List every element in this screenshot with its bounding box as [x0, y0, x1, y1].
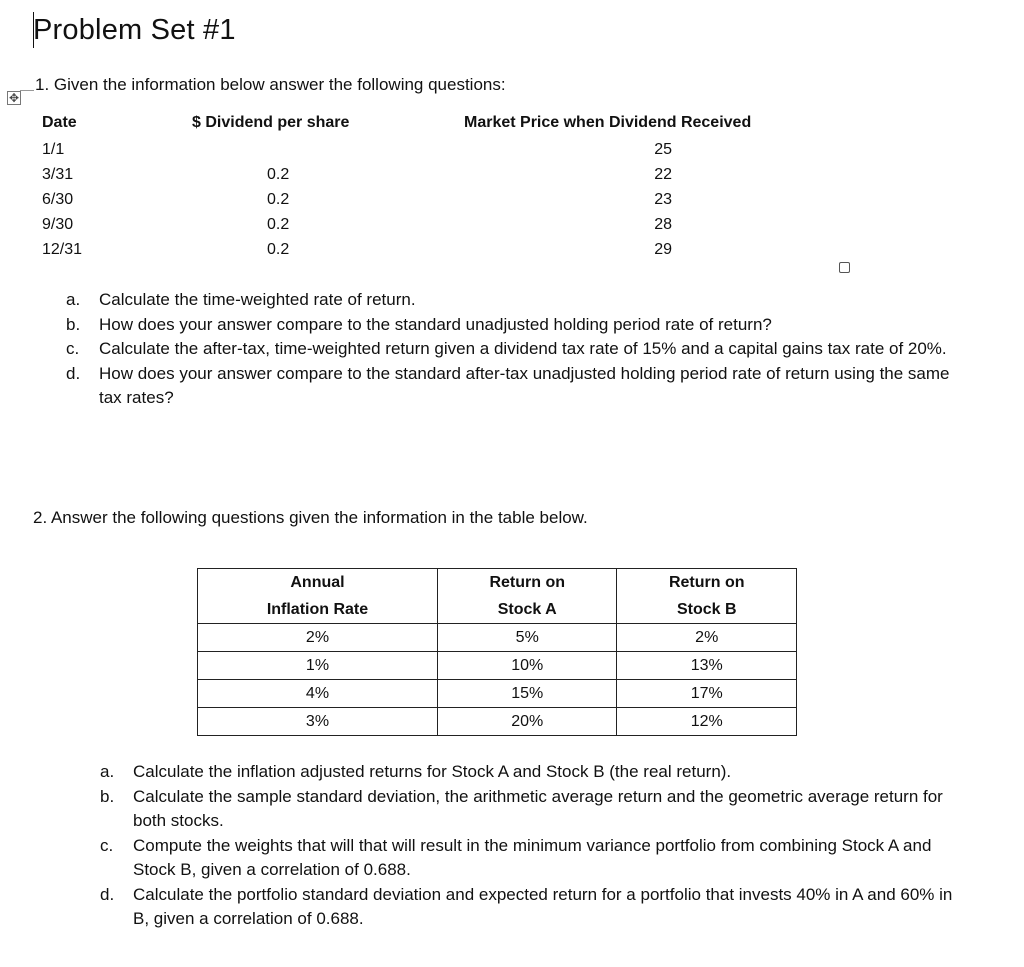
list-item [66, 313, 966, 338]
stock-a-cell: 20% [437, 708, 617, 736]
item-label: a. [66, 290, 81, 309]
date-cell: 3/31 [42, 166, 74, 183]
price-cell: 28 [654, 216, 672, 233]
stock-b-cell: 17% [617, 680, 797, 708]
table-row [42, 241, 842, 266]
item-text: Compute the weights that will that will result in the minimum variance portfolio from combining Stock A and Stock B, given a correlation of 0.688. [133, 835, 932, 879]
dividend-cell: 0.2 [267, 191, 290, 208]
stock-a-cell: 5% [437, 624, 617, 652]
table-move-handle-icon[interactable]: ✥ [8, 91, 20, 105]
table-row [42, 166, 842, 191]
list-item [66, 337, 966, 362]
page-title: Problem Set #1 [33, 14, 236, 46]
date-cell: 6/30 [42, 191, 74, 208]
stock-b-cell: 13% [617, 652, 797, 680]
header-inflation [198, 569, 438, 624]
table-header-row [198, 569, 797, 624]
price-cell: 23 [654, 191, 672, 208]
column-header-price: Market Price when Dividend Received [464, 114, 752, 131]
item-text: Calculate the after-tax, time-weighted return given a dividend tax rate of 15% and a capital gains tax rate of 20%. [99, 339, 947, 358]
item-text: Calculate the portfolio standard deviation and expected return for a portfolio that invests 40% in A and 60% in B, given a correlation of 0.688. [133, 884, 953, 928]
table-row [42, 191, 842, 216]
list-item [100, 785, 960, 834]
problem1-intro: 1. Given the information below answer the following questions: [35, 75, 506, 94]
returns-table [197, 568, 797, 736]
table-row [198, 680, 797, 708]
list-item [66, 288, 966, 313]
inflation-cell: 3% [198, 708, 438, 736]
table-row [42, 141, 842, 166]
header-stock-b [617, 569, 797, 624]
list-item [100, 760, 960, 785]
table-row [198, 708, 797, 736]
item-label: d. [66, 363, 81, 383]
date-cell: 12/31 [42, 241, 83, 258]
table-row [198, 652, 797, 680]
item-text: Calculate the time-weighted rate of return. [99, 290, 416, 309]
item-label: d. [100, 884, 115, 904]
item-text: How does your answer compare to the standard after-tax unadjusted holding period rate of return using the same tax rates? [99, 363, 950, 407]
dividend-cell: 0.2 [267, 216, 290, 233]
stock-a-cell: 15% [437, 680, 617, 708]
header-line: Stock B [676, 601, 737, 618]
date-cell: 1/1 [42, 141, 65, 158]
item-text: Calculate the sample standard deviation, the arithmetic average return and the geometric average return for both stocks. [133, 786, 943, 830]
stock-b-cell: 12% [617, 708, 797, 736]
item-label: a. [100, 762, 115, 781]
item-label: c. [66, 339, 80, 358]
header-line: Return on [668, 574, 745, 591]
problem2-questions [100, 760, 960, 932]
dividend-cell: 0.2 [267, 166, 290, 183]
dividend-cell: 0.2 [267, 241, 290, 258]
list-item [100, 834, 960, 883]
header-stock-a [437, 569, 617, 624]
list-item [100, 883, 960, 932]
problem2-intro: 2. Answer the following questions given the information in the table below. [33, 508, 588, 527]
table-row [42, 216, 842, 241]
stock-b-cell: 2% [617, 624, 797, 652]
list-item [66, 362, 966, 411]
item-text: Calculate the inflation adjusted returns for Stock A and Stock B (the real return). [133, 762, 732, 781]
price-cell: 29 [654, 241, 672, 258]
price-cell: 22 [654, 166, 672, 183]
item-label: b. [100, 786, 115, 806]
item-text: How does your answer compare to the standard unadjusted holding period rate of return? [99, 314, 772, 334]
date-cell: 9/30 [42, 216, 74, 233]
inflation-cell: 1% [198, 652, 438, 680]
price-cell: 25 [654, 141, 672, 158]
header-line: Inflation Rate [266, 601, 369, 618]
header-line: Annual [290, 574, 345, 591]
stock-a-cell: 10% [437, 652, 617, 680]
item-label: c. [100, 835, 114, 855]
header-line: Stock A [497, 601, 557, 618]
column-header-date: Date [42, 114, 77, 131]
header-line: Return on [489, 574, 565, 591]
table-row [198, 624, 797, 652]
inflation-cell: 2% [198, 624, 438, 652]
item-label: b. [66, 314, 81, 334]
column-header-dividend: $ Dividend per share [192, 114, 350, 131]
checkbox-icon[interactable] [839, 262, 850, 273]
handle-divider [20, 90, 34, 91]
problem1-questions [66, 288, 966, 411]
inflation-cell: 4% [198, 680, 438, 708]
